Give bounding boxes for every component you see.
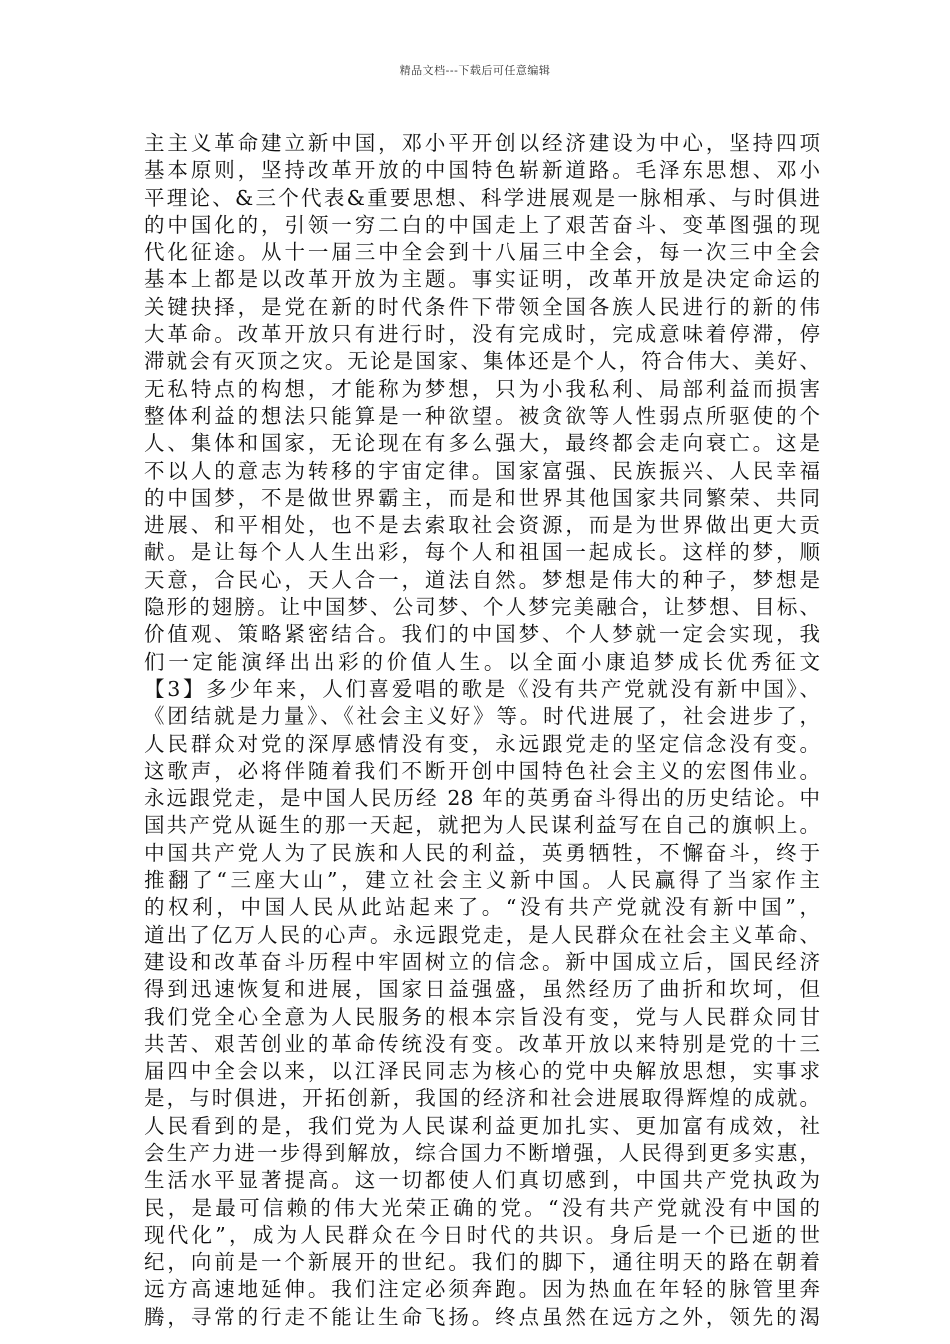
text-line: 腾，寻常的行走不能让生命飞扬。终点虽然在远方之外，领先的渴 [144,1304,820,1329]
text-line: 建设和改革奋斗历程中牢固树立的信念。新中国成立后，国民经济 [144,949,820,974]
text-line: 大革命。改革开放只有进行时，没有完成时，完成意味着停滞，停 [144,322,820,347]
text-line: 共苦、艰苦创业的革命传统没有变。改革开放以来特别是党的十三 [144,1031,820,1056]
text-line: 整体利益的想法只能算是一种欲望。被贪欲等人性弱点所驱使的个 [144,403,820,428]
text-line: 现代化”，成为人民群众在今日时代的共识。身后是一个已逝的世 [144,1222,820,1247]
text-line: 基本上都是以改革开放为主题。事实证明，改革开放是决定命运的 [144,267,820,292]
text-line: 不以人的意志为转移的宇宙定律。国家富强、民族振兴、人民幸福 [144,458,820,483]
text-line: 基本原则，坚持改革开放的中国特色崭新道路。毛泽东思想、邓小 [144,158,820,183]
text-line: 隐形的翅膀。让中国梦、公司梦、个人梦完美融合，让梦想、目标、 [144,595,820,620]
text-line: 永远跟党走，是中国人民历经 28 年的英勇奋斗得出的历史结论。中 [144,786,820,811]
text-line: 人民群众对党的深厚感情没有变，永远跟党走的坚定信念没有变。 [144,731,820,756]
text-line: 会生产力进一步得到解放，综合国力不断增强，人民得到更多实惠， [144,1140,820,1165]
text-line: 关键抉择，是党在新的时代条件下带领全国各族人民进行的新的伟 [144,294,820,319]
text-line: 天意，合民心，天人合一，道法自然。梦想是伟大的种子，梦想是 [144,567,820,592]
text-line: 推翻了“三座大山”，建立社会主义新中国。人民赢得了当家作主 [144,868,820,893]
body-text [144,130,820,1331]
text-line: 得到迅速恢复和进展，国家日益强盛，虽然经历了曲折和坎坷，但 [144,977,820,1002]
text-line: 进展、和平相处，也不是去索取社会资源，而是为世界做出更大贡 [144,513,820,538]
text-line: 们一定能演绎出出彩的价值人生。以全面小康追梦成长优秀征文 [144,649,820,674]
text-line: 届四中全会以来，以江泽民同志为核心的党中央解放思想，实事求 [144,1059,820,1084]
text-line: 纪，向前是一个新展开的世纪。我们的脚下，通往明天的路在朝着 [144,1250,820,1275]
text-line: 国共产党从诞生的那一天起，就把为人民谋利益写在自己的旗帜上。 [144,813,820,838]
text-line: 道出了亿万人民的心声。永远跟党走，是人民群众在社会主义革命、 [144,922,820,947]
text-line: 主主义革命建立新中国，邓小平开创以经济建设为中心，坚持四项 [144,131,820,155]
text-line: 滞就会有灭顶之灾。无论是国家、集体还是个人，符合伟大、美好、 [144,349,820,374]
text-line: 的权利，中国人民从此站起来了。“没有共产党就没有新中国”， [144,895,820,920]
page-header: 精品文档---下载后可任意编辑 [399,64,551,77]
text-line: 民，是最可信赖的伟大光荣正确的党。“没有共产党就没有中国的 [144,1195,820,1220]
text-line: 这歌声，必将伴随着我们不断开创中国特色社会主义的宏图伟业。 [144,758,820,783]
text-line: 我们党全心全意为人民服务的根本宗旨没有变，党与人民群众同甘 [144,1004,820,1029]
text-line: 人、集体和国家，无论现在有多么强大，最终都会走向衰亡。这是 [144,431,820,456]
text-line: 的中国梦，不是做世界霸主，而是和世界其他国家共同繁荣、共同 [144,485,820,510]
text-line: 中国共产党人为了民族和人民的利益，英勇牺牲，不懈奋斗，终于 [144,840,820,865]
text-line: 平理论、&三个代表&重要思想、科学进展观是一脉相承、与时俱进 [144,185,820,210]
text-line: 【3】多少年来，人们喜爱唱的歌是《没有共产党就没有新中国》、 [144,676,820,701]
text-line: 《团结就是力量》、《社会主义好》等。时代进展了，社会进步了， [144,704,820,729]
text-line: 无私特点的构想，才能称为梦想，只为小我私利、局部利益而损害 [144,376,820,401]
text-line: 价值观、策略紧密结合。我们的中国梦、个人梦就一定会实现，我 [144,622,820,647]
text-line: 生活水平显著提高。这一切都使人们真切感到，中国共产党执政为 [144,1168,820,1193]
text-line: 献。是让每个人人生出彩，每个人和祖国一起成长。这样的梦，顺 [144,540,820,565]
text-line: 的中国化的，引领一穷二白的中国走上了艰苦奋斗、变革图强的现 [144,212,820,237]
text-line: 远方高速地延伸。我们注定必须奔跑。因为热血在年轻的脉管里奔 [144,1277,820,1302]
text-line: 是，与时俱进，开拓创新，我国的经济和社会进展取得辉煌的成就。 [144,1086,820,1111]
text-line: 代化征途。从十一届三中全会到十八届三中全会，每一次三中全会 [144,240,820,265]
text-line: 人民看到的是，我们党为人民谋利益更加扎实、更加富有成效，社 [144,1113,820,1138]
